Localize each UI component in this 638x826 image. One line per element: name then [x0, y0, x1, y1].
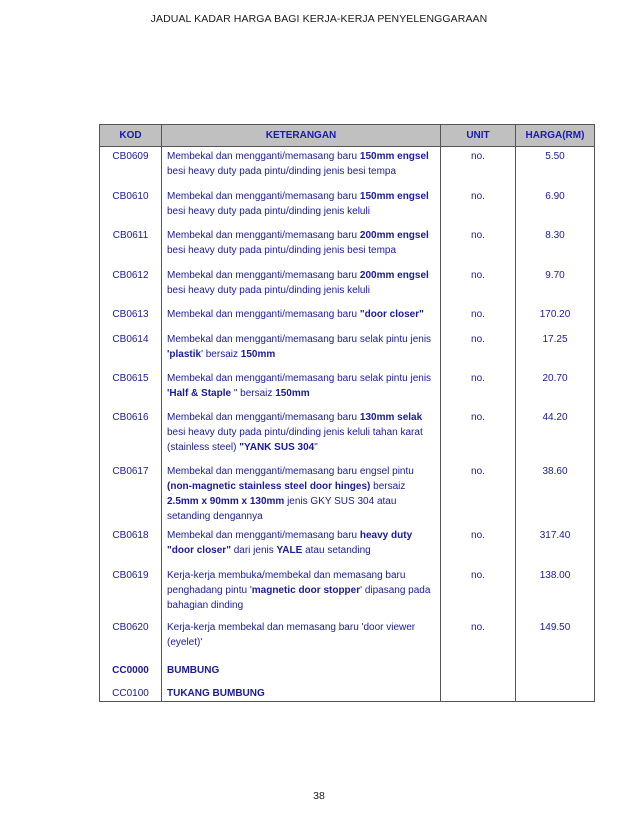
table-body — [100, 147, 595, 702]
cell-unit: no. — [441, 330, 516, 369]
description-segment: dari jenis — [230, 544, 277, 556]
description-segment: TUKANG BUMBUNG — [167, 687, 265, 699]
cell-unit: no. — [441, 462, 516, 526]
description-segment: Membekal dan mengganti/memasang baru — [167, 190, 360, 202]
table-header-row — [100, 125, 595, 147]
description-segment: magnetic door stopper — [251, 584, 361, 596]
description-segment: 150mm — [240, 348, 276, 360]
description-segment: besi heavy duty pada pintu/dinding jenis keluli tahan karat (stainless steel) — [167, 426, 423, 453]
page-title: JADUAL KADAR HARGA BAGI KERJA-KERJA PENYELENGGARAAN — [150, 13, 488, 25]
cell-keterangan — [162, 661, 441, 684]
description-segment: Membekal dan mengganti/memasang baru — [167, 151, 360, 162]
cell-harga: 170.20 — [516, 305, 595, 330]
cell-keterangan — [162, 187, 441, 226]
cell-kod: CB0612 — [100, 266, 162, 305]
table-row — [100, 462, 595, 526]
cell-harga: 5.50 — [516, 147, 595, 187]
cell-keterangan — [162, 226, 441, 266]
description-segment: besi heavy duty pada pintu/dinding jenis keluli — [167, 205, 370, 217]
cell-kod: CB0614 — [100, 330, 162, 369]
description-segment: 150mm engsel — [359, 190, 429, 202]
cell-unit: no. — [441, 526, 516, 566]
description-segment: Membekal dan mengganti/memasang baru — [167, 269, 360, 281]
table-row — [100, 226, 595, 266]
description-segment: jenis GKY SUS 304 atau setanding dengannya — [167, 495, 397, 522]
cell-unit: no. — [441, 305, 516, 330]
cell-harga: 317.40 — [516, 526, 595, 566]
description-segment: 'plastik — [167, 348, 202, 360]
column-header-kod: KOD — [100, 125, 162, 147]
cell-kod: CB0619 — [100, 566, 162, 618]
description-segment: Membekal dan mengganti/memasang baru engsel pintu — [167, 465, 414, 477]
cell-harga: 9.70 — [516, 266, 595, 305]
description-segment: besi heavy duty pada pintu/dinding jenis besi tempa — [167, 166, 397, 177]
price-rate-table — [99, 124, 595, 702]
cell-kod: CB0620 — [100, 618, 162, 661]
cell-harga: 20.70 — [516, 369, 595, 408]
cell-kod: CB0617 — [100, 462, 162, 526]
cell-unit — [441, 684, 516, 702]
cell-harga: 149.50 — [516, 618, 595, 661]
cell-harga: 8.30 — [516, 226, 595, 266]
table-row — [100, 566, 595, 618]
table-row — [100, 684, 595, 702]
column-header-harga: HARGA(RM) — [516, 125, 595, 147]
cell-kod: CB0616 — [100, 408, 162, 462]
description-segment: atau setanding — [302, 544, 371, 556]
table-row — [100, 330, 595, 369]
cell-unit: no. — [441, 147, 516, 187]
table-row — [100, 305, 595, 330]
cell-kod: CC0100 — [100, 684, 162, 702]
description-segment: YALE — [276, 544, 303, 556]
description-segment: ' dipasang pada bahagian dinding — [167, 584, 431, 611]
cell-harga — [516, 684, 595, 702]
description-segment: BUMBUNG — [167, 664, 220, 676]
cell-keterangan — [162, 330, 441, 369]
description-segment: Membekal dan mengganti/memasang baru — [167, 229, 360, 241]
cell-kod: CB0613 — [100, 305, 162, 330]
cell-keterangan — [162, 266, 441, 305]
column-header-keterangan: KETERANGAN — [162, 125, 441, 147]
description-segment: " — [314, 441, 318, 453]
cell-kod: CB0609 — [100, 147, 162, 187]
description-segment: 150mm engsel — [359, 151, 429, 162]
table-row — [100, 369, 595, 408]
cell-kod: CB0618 — [100, 526, 162, 566]
cell-keterangan — [162, 147, 441, 187]
description-segment: 200mm engsel — [359, 229, 429, 241]
description-segment: 'Half & Staple — [167, 387, 232, 399]
cell-unit: no. — [441, 266, 516, 305]
cell-unit: no. — [441, 408, 516, 462]
cell-kod: CB0610 — [100, 187, 162, 226]
cell-harga — [516, 661, 595, 684]
cell-keterangan — [162, 408, 441, 462]
table-row — [100, 266, 595, 305]
description-segment: heavy duty "door closer" — [167, 529, 413, 556]
page-number: 38 — [313, 790, 325, 802]
cell-harga: 138.00 — [516, 566, 595, 618]
table-row — [100, 408, 595, 462]
table-row — [100, 187, 595, 226]
column-header-unit: UNIT — [441, 125, 516, 147]
description-segment: Kerja-kerja membuka/membekal dan memasang baru penghadang pintu ' — [167, 569, 406, 596]
cell-harga: 44.20 — [516, 408, 595, 462]
cell-harga: 6.90 — [516, 187, 595, 226]
description-segment: 2.5mm x 90mm x 130mm — [167, 495, 285, 507]
description-segment: " bersaiz — [231, 387, 276, 399]
cell-unit: no. — [441, 618, 516, 661]
cell-unit: no. — [441, 187, 516, 226]
table-row — [100, 661, 595, 684]
cell-unit: no. — [441, 566, 516, 618]
description-segment: "door closer" — [359, 308, 424, 320]
description-segment: (non-magnetic stainless steel door hinges) — [167, 480, 371, 492]
cell-keterangan — [162, 462, 441, 526]
table-row — [100, 618, 595, 661]
cell-kod: CB0611 — [100, 226, 162, 266]
table-row — [100, 147, 595, 187]
description-segment: 200mm engsel — [359, 269, 429, 281]
description-segment: ' bersaiz — [201, 348, 241, 360]
description-segment: "YANK SUS 304 — [239, 441, 315, 453]
description-segment: Membekal dan mengganti/memasang baru selak pintu jenis — [167, 372, 432, 384]
description-segment: 130mm selak — [359, 411, 423, 423]
cell-keterangan — [162, 526, 441, 566]
cell-keterangan — [162, 305, 441, 330]
description-segment: besi heavy duty pada pintu/dinding jenis keluli — [167, 284, 370, 296]
cell-keterangan — [162, 566, 441, 618]
cell-unit — [441, 661, 516, 684]
cell-keterangan — [162, 369, 441, 408]
cell-keterangan — [162, 684, 441, 702]
cell-unit: no. — [441, 226, 516, 266]
description-segment: Membekal dan mengganti/memasang baru — [167, 308, 360, 320]
table-row — [100, 526, 595, 566]
description-segment: Kerja-kerja membekal dan memasang baru 'door viewer (eyelet)' — [167, 621, 416, 648]
cell-kod: CB0615 — [100, 369, 162, 408]
description-segment: bersaiz — [370, 480, 406, 492]
description-segment: Membekal dan mengganti/memasang baru selak pintu jenis — [167, 333, 432, 345]
cell-keterangan — [162, 618, 441, 661]
cell-harga: 38.60 — [516, 462, 595, 526]
cell-unit: no. — [441, 369, 516, 408]
description-segment: Membekal dan mengganti/memasang baru — [167, 411, 360, 423]
cell-kod: CC0000 — [100, 661, 162, 684]
description-segment: Membekal dan mengganti/memasang baru — [167, 529, 360, 541]
description-segment: besi heavy duty pada pintu/dinding jenis besi tempa — [167, 244, 397, 256]
cell-harga: 17.25 — [516, 330, 595, 369]
description-segment: 150mm — [275, 387, 310, 399]
